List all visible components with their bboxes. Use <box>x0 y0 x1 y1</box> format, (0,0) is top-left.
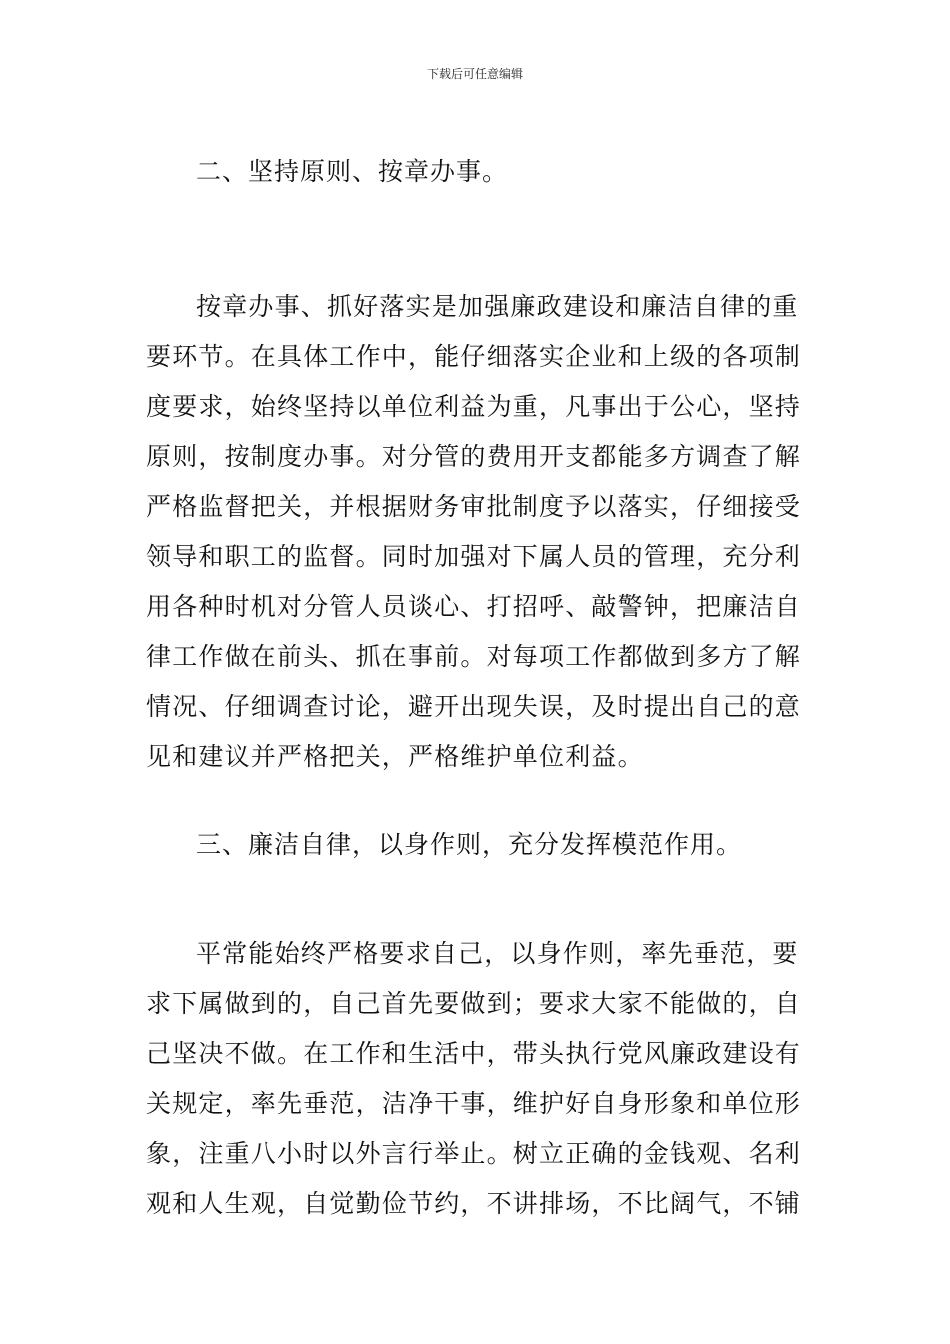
paragraph-line: 用各种时机对分管人员谈心、打招呼、敲警钟，把廉洁自 <box>146 592 802 621</box>
paragraph-line: 情况、仔细调查讨论，避开出现失误，及时提出自己的意 <box>146 692 802 721</box>
paragraph-line: 按章办事、抓好落实是加强廉政建设和廉洁自律的重 <box>196 292 799 321</box>
section-3-paragraph <box>146 929 806 1229</box>
paragraph-line: 象，注重八小时以外言行举止。树立正确的金钱观、名利 <box>146 1139 802 1168</box>
paragraph-line: 领导和职工的监督。同时加强对下属人员的管理，充分利 <box>146 542 802 571</box>
paragraph-line: 见和建议并严格把关，严格维护单位利益。 <box>146 742 644 771</box>
paragraph-line: 观和人生观，自觉勤俭节约，不讲排场，不比阔气，不铺 <box>146 1189 802 1218</box>
header-note: 下载后可任意编辑 <box>426 67 523 81</box>
section-2-paragraph <box>146 282 806 782</box>
section-3-heading: 三、廉洁自律，以身作则，充分发挥模范作用。 <box>196 830 743 859</box>
paragraph-line: 求下属做到的，自己首先要做到；要求大家不能做的，自 <box>146 989 802 1018</box>
paragraph-line: 严格监督把关，并根据财务审批制度予以落实，仔细接受 <box>146 492 802 521</box>
paragraph-line: 要环节。在具体工作中，能仔细落实企业和上级的各项制 <box>146 342 802 371</box>
paragraph-line: 度要求，始终坚持以单位利益为重，凡事出于公心，坚持 <box>146 392 802 421</box>
paragraph-line: 律工作做在前头、抓在事前。对每项工作都做到多方了解 <box>146 642 802 671</box>
paragraph-line: 原则，按制度办事。对分管的费用开支都能多方调查了解 <box>146 442 802 471</box>
paragraph-line: 关规定，率先垂范，洁净干事，维护好自身形象和单位形 <box>146 1089 802 1118</box>
paragraph-line: 己坚决不做。在工作和生活中，带头执行党风廉政建设有 <box>146 1039 802 1068</box>
section-2-heading: 二、坚持原则、按章办事。 <box>196 157 509 186</box>
paragraph-line: 平常能始终严格要求自己，以身作则，率先垂范，要 <box>196 939 799 968</box>
